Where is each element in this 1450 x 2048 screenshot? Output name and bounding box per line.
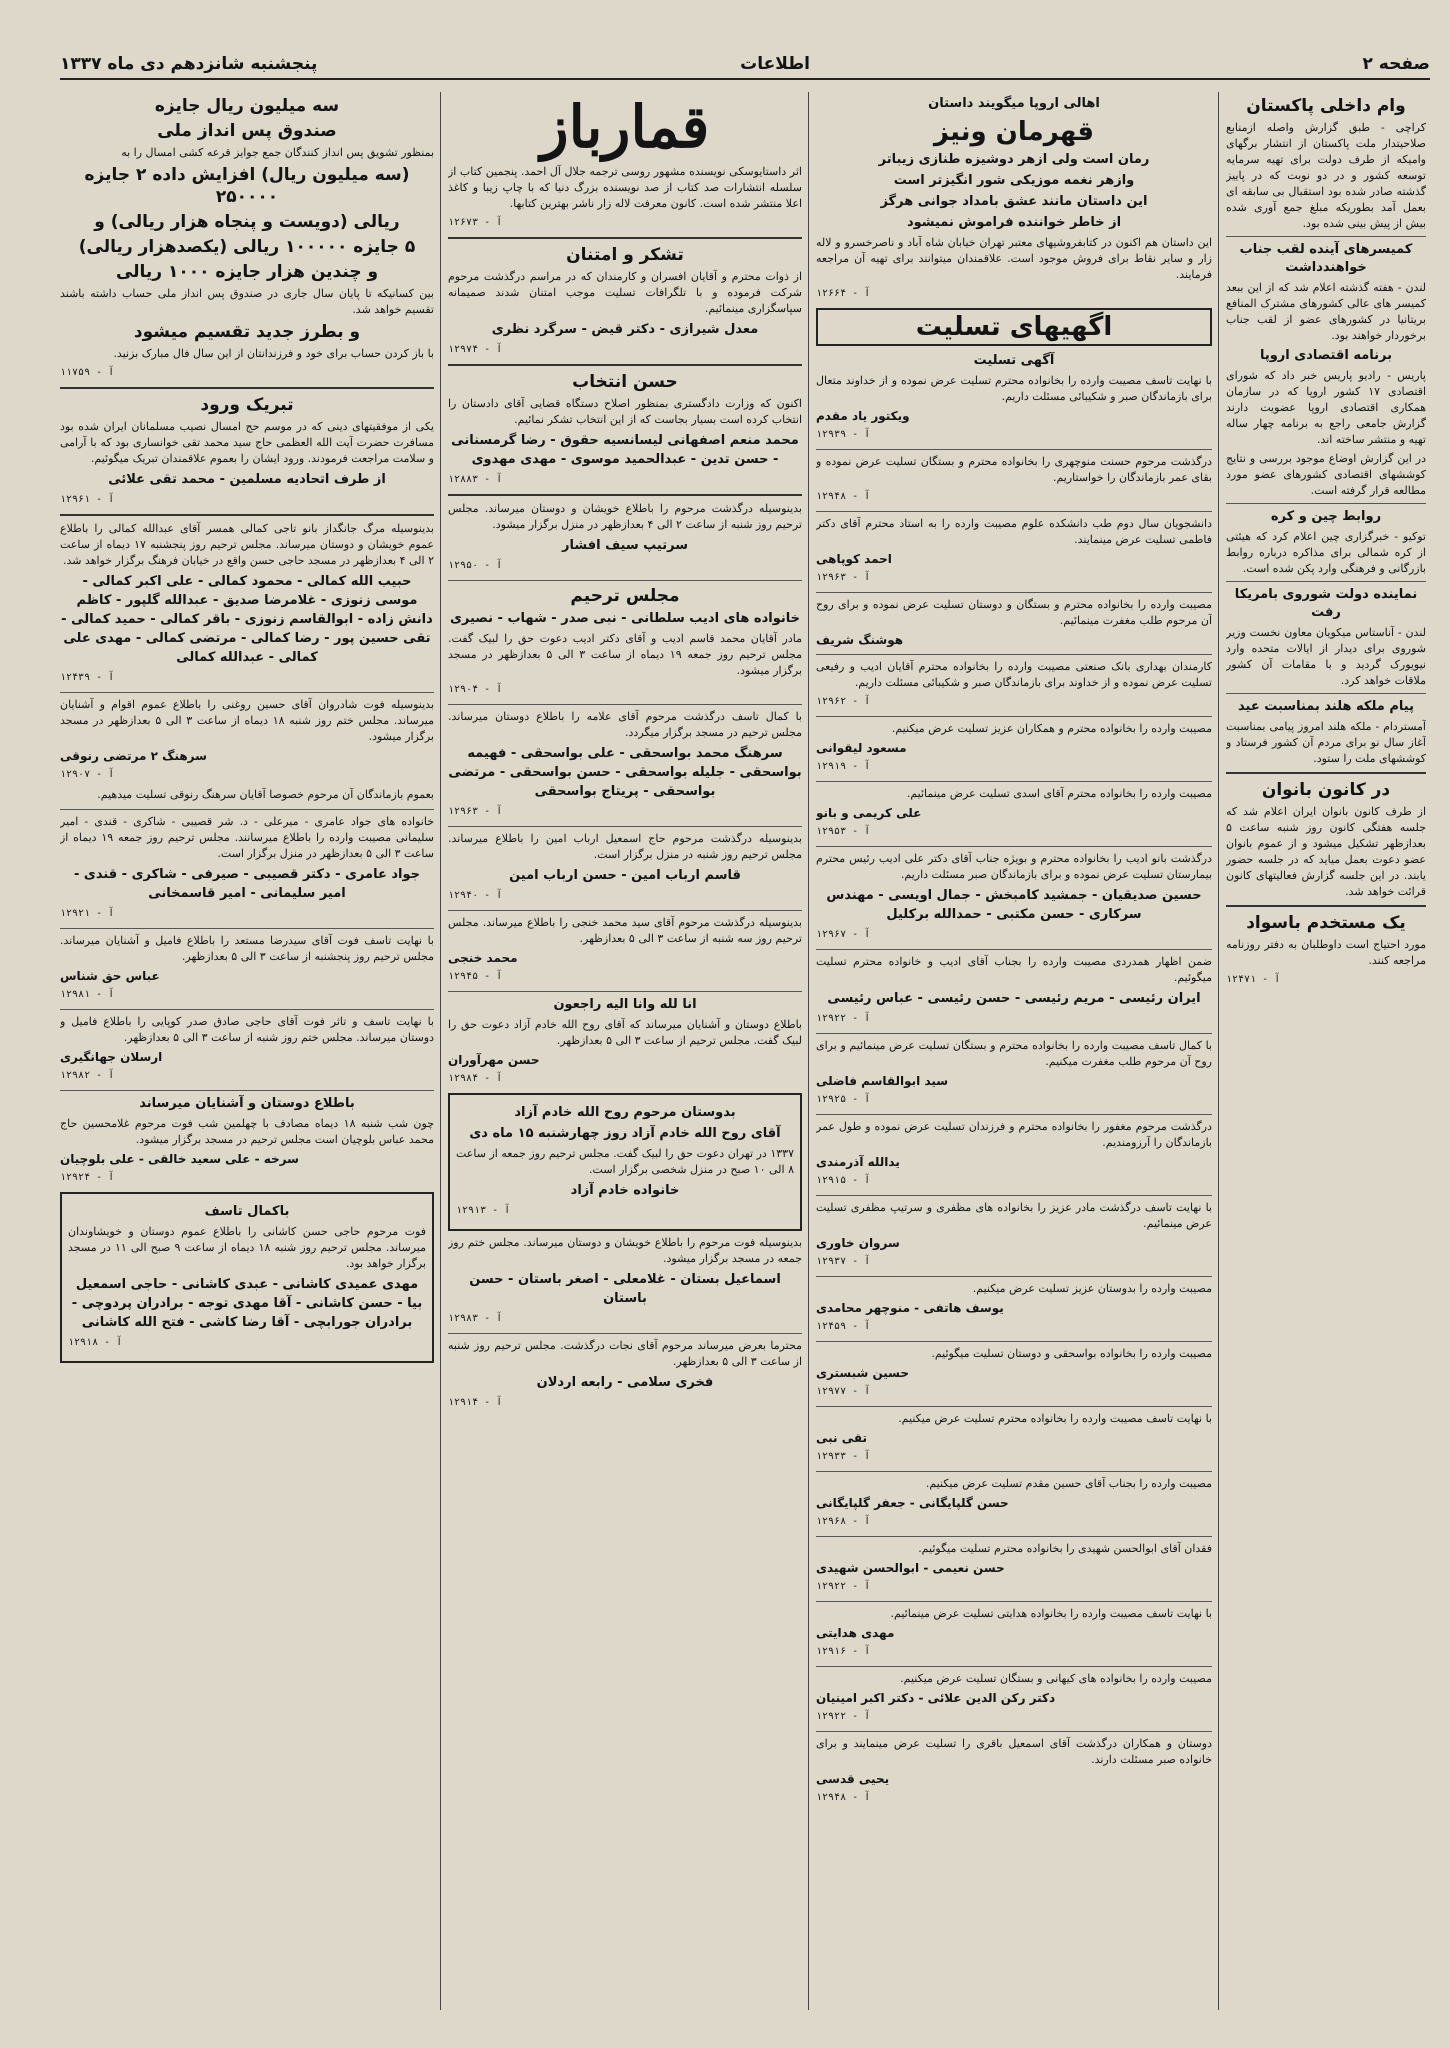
headline: بدوستان مرحوم روح الله خادم آزاد — [514, 1105, 736, 1120]
ad-body: محترما بعرض میرساند مرحوم آقای نجات درگذشت. مجلس ترحیم روز شنبه از ساعت ۳ الی ۵ بعدازظهر. — [448, 1339, 802, 1368]
condolence-ad — [816, 721, 1212, 775]
ad-signature: هوشنگ شریف — [816, 633, 904, 647]
article-body: کراچی - طبق گزارش واصله ازمنابع صلاحیتدار ملت پاکستان از انتشار برگهای وامیکه از طرف دولت برای تهیه سرمایه توسعه کشور و در دو نوبت که در پاییز گذشته صادر شده بود استقبال بی سابقه ای بعمل آمد بطوریکه مبلغ جمع آوری شده بیش از پیش بینی شده بود. — [1226, 121, 1426, 230]
article-body: توکیو - خبرگزاری چین اعلام کرد که هیئتی از کره شمالی برای مذاکره درباره روابط بازرگانی و فرهنگی وارد پکن شده است. — [1226, 530, 1426, 575]
ad-signature: ایران رئیسی - مریم رئیسی - حسن رئیسی - عباس رئیسی — [827, 991, 1201, 1006]
ad-body: مصیبت وارده را بخانواده بواسحقی و دوستان تسلیت میگوئیم. — [931, 1347, 1212, 1360]
ad-body: باطلاع دوستان و آشنایان میرساند که آقای روح الله خادم آزاد دعوت حق را لبیک گفت. مجلس ترحیم از ساعت ۳ الی ۵ بعدازظهر. — [448, 1018, 802, 1047]
paper-name: اطلاعات — [740, 54, 810, 74]
left-column — [60, 92, 434, 2010]
ad-highlight: و بطرز جدید تقسیم میشود — [133, 322, 361, 342]
ad-signature: محمد منعم اصفهانی لیسانسیه حقوق - رضا گرمسنانی - حسن تدین - عبدالحمید موسوی - مهدی مهدوی — [451, 433, 799, 467]
subheadline: وازهر نغمه موزیکی شور انگیزتر است — [893, 173, 1135, 188]
condolence-ad — [60, 697, 434, 803]
ad-code: ۱۲۹۶۷ - آ — [816, 929, 871, 940]
headline: یک مستخدم باسواد — [1246, 913, 1406, 933]
issue-date: پنجشنبه شانزدهم دی ماه ۱۳۳۷ — [60, 54, 318, 74]
ad-code: ۱۲۹۱۶ - آ — [816, 1646, 871, 1657]
ad-code: ۱۲۹۲۴ - آ — [60, 1172, 115, 1183]
condolence-ad — [816, 516, 1212, 586]
ad-code: ۱۲۴۷۱ - آ — [1226, 974, 1281, 985]
headline: تبریک ورود — [200, 395, 294, 415]
article-body: لندن - آناستاس میکویان معاون نخست وزیر شوروی برای دیدار از ایالات متحده وارد نیویورک گردید و با مقامات آن کشور ملاقات خواهد کرد. — [1226, 626, 1426, 687]
article-body: پاریس - رادیو پاریس خبر داد که شورای اقتصادی ۱۷ کشور اروپا که در سازمان همکاری اقتصادی اروپا عضویت دارند گزارش جامعی راجع به برنامه چهار ساله تهیه و منتشر ساخته اند. — [1226, 369, 1426, 446]
ad-code: ۱۲۹۴۸ - آ — [816, 491, 871, 502]
ad-signature: حسین صدیقیان - جمشید کامبخش - جمال اویسی - مهندس سرکاری - حسن مکتبی - حمدالله برکلیل — [826, 888, 1202, 922]
ad-body: یکی از موفقیتهای دینی که در موسم حج امسال نصیب مسلمانان ایران شده بود مسافرت حضرت آیت الله العظمی حاج سید محمد تقی خوانساری بود که با آرامی و سلامت مراجعت فرمودند. ورود ایشان را بعموم علاقمندان تبریک میگوئیم. — [60, 420, 434, 465]
ad-body: کارمندان بهداری بانک صنعتی مصیبت وارده را بخانواده محترم آقایان ادیب و رفیعی تسلیت عرض نموده و از خداوند برای بازماندگان صبر و شکیبائی مسئلت داریم. — [816, 660, 1212, 689]
ad-signature: دکتر رکن الدین علائی - دکتر اکبر امینیان — [816, 1691, 1056, 1705]
condolence-ad — [816, 1119, 1212, 1189]
ad-code: ۱۲۹۸۳ - آ — [448, 1313, 503, 1324]
ad-code: ۱۲۹۳۳ - آ — [816, 1451, 871, 1462]
ad-code: ۱۲۸۸۳ - آ — [448, 474, 503, 485]
ad-code: ۱۲۹۶۲ - آ — [816, 696, 871, 707]
ad-body: فقدان آقای ابوالحسن شهیدی را بخانواده محترم تسلیت میگوئیم. — [918, 1542, 1212, 1555]
boxed-ad — [60, 1192, 434, 1363]
headline: تشکر و امتنان — [566, 245, 684, 265]
page-number: صفحه ۲ — [1362, 54, 1430, 74]
subheadline: آقای روح الله خادم آزاد روز چهارشنبه ۱۵ ماه دی — [469, 1126, 781, 1141]
ad-code: ۱۲۹۸۱ - آ — [60, 989, 115, 1000]
ad-body: اثر داستایوسکی نویسنده مشهور روسی ترجمه جلال آل احمد. پنجمین کتاب از سلسله انتشارات صد کتاب از صد نویسنده بزرگ دنیا که با چاپ زیبا و کاغذ اعلا منتشر شده است. کانون معرفت لاله زار ناشر بهترین کتابها. — [448, 165, 802, 210]
ad-code: ۱۱۷۵۹ - آ — [60, 367, 115, 378]
condolence-ad — [816, 1736, 1212, 1806]
condolence-ad — [816, 1476, 1212, 1530]
ad-highlight: (سه میلیون ریال) افزایش داده ۲ جایزه ۲۵۰۰۰۰ — [84, 165, 410, 207]
ad-signature: عباس حق شناس — [60, 969, 160, 983]
headline: انا لله وانا الیه راجعون — [553, 997, 697, 1012]
headline: حسن انتخاب — [572, 372, 678, 392]
condolence-ad — [816, 1200, 1212, 1270]
ad-body: بدینوسیله مرگ جانگداز بانو تاجی کمالی همسر آقای عبدالله کمالی را باطلاع عموم خویشان و دوستان میرساند. مجلس ترحیم روز پنجشنبه ۱۷ دیماه از ساعت ۲ الی ۴ بعدازظهر در مسجد حاجی حسن واقع در خیابان فرهنگ برگزار خواهد شد. — [60, 522, 434, 567]
ad-body: با کمال تاسف مصیبت وارده را بخانواده محترم و بستگان تسلیت عرض مینمائیم و برای روح آن مرحوم طلب مغفرت میکنیم. — [816, 1039, 1212, 1068]
ad-code: ۱۲۹۶۳ - آ — [816, 572, 871, 583]
ad-signature: ویکتور یاد مقدم — [816, 409, 910, 423]
ad-body: مصیبت وارده را بجناب آقای حسین مقدم تسلیت عرض میکنیم. — [925, 1477, 1212, 1490]
ad-signature: معدل شیرازی - دکتر قیض - سرگرد نظری — [491, 322, 759, 337]
ad-signature: یحیی قدسی — [816, 1772, 890, 1786]
ad-code: ۱۲۹۴۵ - آ — [448, 971, 503, 982]
condolence-ad — [816, 352, 1212, 443]
ad-code: ۱۲۹۲۲ - آ — [816, 1711, 871, 1722]
condolence-ad — [60, 1095, 434, 1186]
ad-signature: یوسف هاتفی - منوچهر محامدی — [816, 1301, 1004, 1315]
condolence-ad — [816, 659, 1212, 710]
news-column — [1226, 92, 1426, 2010]
ad-code: ۱۲۹۱۴ - آ — [448, 1397, 503, 1408]
ad-body: با باز کردن حساب برای خود و فرزندانتان از این سال فال مبارک بزنید. — [113, 347, 434, 360]
ad-signature: حبیب الله کمالی - محمود کمالی - علی اکبر کمالی - موسی زنوزی - غلامرضا صدیق - عبدالله گلپور - کاظم دانش زاده - ابوالقاسم زنوزی - باقر کمالی - حمید کمالی - تقی حسین پور - رضا کمالی - مرتضی کمالی - مهدی علی کمالی - عبدالله کمالی — [61, 574, 433, 665]
middle-column — [448, 92, 802, 2010]
subheadline: این داستان مانند عشق بامداد جوانی هرگز — [880, 194, 1148, 209]
condolence-ad — [448, 1338, 802, 1411]
ad-signature: جواد عامری - دکتر قصیبی - صیرفی - شاکری - قندی - امیر سلیمانی - امیر قاسمخانی — [73, 867, 421, 901]
condolence-ad — [816, 1606, 1212, 1660]
ad-code: ۱۲۹۶۸ - آ — [816, 1516, 871, 1527]
ad-code: ۱۲۹۱۳ - آ — [456, 1205, 511, 1216]
headline: مجلس ترحیم — [570, 586, 680, 606]
ad-code: ۱۲۹۱۹ - آ — [816, 761, 871, 772]
ad-code: ۱۲۹۴۸ - آ — [816, 1792, 871, 1803]
condolence-column — [816, 92, 1212, 2010]
ad-code: ۱۲۹۲۵ - آ — [816, 1094, 871, 1105]
ad-body: اکنون که وزارت دادگستری بمنظور اصلاح دستگاه قضایی آقای دادستان را انتخاب کرده است بسیار بجاست که از این انتخاب تشکر نمائیم. — [448, 397, 802, 426]
condolence-ad — [816, 786, 1212, 840]
headline: صندوق پس انداز ملی — [157, 121, 337, 141]
ad-body: درگذشت بانو ادیب را بخانواده محترم و بویژه جناب آقای دکتر علی ادیب رئیس محترم بیمارستان تسلیت عرض نموده و برای بازماندگان صبر مسئلت داریم. — [816, 852, 1212, 881]
ad-signature: حسن مهرآوران — [448, 1053, 540, 1067]
ad-body: با نهایت تاسف مصیبت وارده را بخانواده هدایتی تسلیت عرض مینمائیم. — [890, 1607, 1212, 1620]
ad-body: مادر آقایان محمد قاسم ادیب و آقای دکتر ادیب دعوت حق را لبیک گفت. مجلس ترحیم روز جمعه ۱۹ دیماه از ساعت ۳ الی ۵ بعدازظهر در مسجد برگزار میشود. — [448, 632, 802, 677]
ad-body: بعموم بازماندگان آن مرحوم خصوصا آقایان سرهنگ رنوقی تسلیت میدهیم. — [97, 788, 434, 801]
thanks-ad — [448, 244, 802, 358]
condolence-ad — [816, 851, 1212, 943]
ad-code: ۱۲۹۰۴ - آ — [448, 684, 503, 695]
ad-signature: قاسم ارباب امین - حسن ارباب امین — [509, 868, 741, 883]
ad-code: ۱۲۹۷۷ - آ — [816, 1386, 871, 1397]
ad-body: دوستان و همکاران درگذشت آقای اسمعیل باقری را تسلیت عرض مینمایند و برای خانواده صبر مسئلت دارند. — [816, 1737, 1212, 1766]
ad-body: با نهایت تاسف مصیبت وارده را بخانواده محترم تسلیت عرض نموده و از خداوند متعال برای بازماندگان صبر و شکیبائی مسئلت داریم. — [816, 374, 1212, 403]
condolence-ad — [816, 454, 1212, 505]
ad-signature: حسن گلپایگانی - جعفر گلپایگانی — [816, 1496, 1009, 1510]
article-body: لندن - هفته گذشته اعلام شد که از این ببعد کمیسر های عالی کشورهای مشترک المنافع بریتانیا در کشورهای عضو از لقب جناب برخوردار خواهند بود. — [1226, 281, 1426, 342]
article-body: مورد احتیاج است داوطلبان به دفتر روزنامه مراجعه کنند. — [1226, 938, 1426, 967]
headline: باکمال تاسف — [204, 1204, 290, 1219]
article-body: این داستان هم اکنون در کتابفروشیهای معتبر تهران خیابان شاه آباد و ناصرخسرو و لاله زار و سایر نقاط برای فروش موجود است. علاقمندان میتوانند برای تهیه آن مراجعه فرمایند. — [816, 236, 1212, 281]
ad-code: ۱۲۹۸۲ - آ — [60, 1070, 115, 1081]
condolence-ad — [816, 954, 1212, 1027]
ad-body: ۱۳۳۷ در تهران دعوت حق را لبیک گفت. مجلس ترحیم روز جمعه از ساعت ۸ الی ۱۰ صبح در منزل شخصی برگزار است. — [456, 1147, 794, 1176]
ad-body: از ذوات محترم و آقایان افسران و کارمندان که در مراسم درگذشت مرحوم شرکت فرموده و با تلگرافات تسلیت موجب امتنان شدند صمیمانه سپاسگزاری مینمائیم. — [448, 270, 802, 315]
ad-signature: سرخه - علی سعید خالقی - علی بلوچیان — [60, 1152, 299, 1166]
condolence-ad — [448, 501, 802, 574]
ad-body: با نهایت تاسف فوت آقای سیدرضا مستعد را باطلاع فامیل و آشنایان میرساند. مجلس ترحیم روز پنجشنبه از ساعت ۳ الی ۵ بعدازظهر. — [60, 934, 434, 963]
condolence-ad — [816, 1411, 1212, 1465]
ad-body: خانواده های جواد عامری - میرعلی - د. شر قصیبی - شاکری - قندی - امیر سلیمانی مصیبت وارده را باطلاع میرسانند. مجلس ترحیم روز جمعه ۱۹ دیماه از ساعت ۳ الی ۵ بعدازظهر در منزل برگزار است. — [60, 815, 434, 860]
ad-code: ۱۲۴۵۹ - آ — [816, 1321, 871, 1332]
ad-body: بمنظور تشویق پس انداز کنندگان جمع جوایز قرعه کشی امسال را به — [121, 146, 434, 159]
ad-signature: مسعود لیقوانی — [816, 741, 907, 755]
ad-body: مصیبت وارده را بخانواده محترم و همکاران عزیز تسلیت عرض میکنیم. — [891, 722, 1212, 735]
ad-code: ۱۲۹۵۳ - آ — [816, 826, 871, 837]
ad-body: درگذشت مرحوم مغفور را بخانواده محترم و فرزندان تسلیت عرض نموده و طول عمر بازماندگان را آرزومندیم. — [816, 1120, 1212, 1149]
ad-signature: خانواده خادم آزاد — [570, 1183, 680, 1198]
ad-highlight: و چندین هزار جایزه ۱۰۰۰ ریالی — [115, 262, 379, 282]
condolence-ad — [60, 1014, 434, 1084]
condolence-ad — [60, 933, 434, 1003]
condolence-ad — [816, 597, 1212, 648]
ad-highlight: ۵ جایزه ۱۰۰۰۰۰ ریالی (یکصدهزار ریالی) — [78, 237, 416, 257]
ad-body: با کمال تاسف درگذشت مرحوم آقای علامه را باطلاع دوستان میرساند. مجلس ترحیم در مسجد برگزار میگردد. — [448, 710, 802, 739]
subheadline: رمان است ولی ازهر دوشیزه طنازی زیباتر — [878, 152, 1150, 167]
ad-code: ۱۲۹۱۵ - آ — [816, 1175, 871, 1186]
ad-code: ۱۲۹۲۲ - آ — [816, 1581, 871, 1592]
ad-code: ۱۲۹۲۱ - آ — [60, 908, 115, 919]
choice-ad — [448, 371, 802, 488]
ad-code: ۱۲۶۷۳ - آ — [448, 217, 503, 228]
condolence-ad — [816, 1346, 1212, 1400]
condolence-ad — [816, 1671, 1212, 1725]
headline: سه میلیون ریال جایزه — [154, 96, 340, 116]
ad-body: درگذشت مرحوم حسنت منوچهری را بخانواده محترم و بستگان تسلیت عرض نموده و بقای عمر بازماندگان را خواستاریم. — [816, 455, 1212, 484]
condolence-ad — [448, 709, 802, 820]
ad-body: مصیبت وارده را بدوستان عزیز تسلیت عرض میکنیم. — [972, 1282, 1212, 1295]
ad-code: ۱۲۹۰۷ - آ — [60, 769, 115, 780]
column-rule — [1218, 92, 1219, 2010]
ad-body: با نهایت تاسف و تاثر فوت آقای حاجی صادق صدر کوپایی را باطلاع فامیل و دوستان میرساند. مجلس ختم روز شنبه از ساعت ۳ الی ۵ بعدازظهر. — [60, 1015, 434, 1044]
ad-signature: حسین شبستری — [816, 1366, 910, 1380]
column-rule — [808, 92, 809, 2010]
headline: برنامه اقتصادی اروپا — [1259, 348, 1393, 363]
ad-code: ۱۲۹۵۰ - آ — [448, 560, 503, 571]
ad-signature: اسماعیل بستان - غلامعلی - اصغر باستان - حسن باستان — [469, 1272, 781, 1306]
ad-code: ۱۲۹۳۹ - آ — [816, 429, 871, 440]
ad-body: بدینوسیله فوت مرحوم را باطلاع خویشان و دوستان میرساند. مجلس ختم روز جمعه در مسجد برگزار میشود. — [448, 1236, 802, 1265]
ad-signature: احمد کوپاهی — [816, 552, 892, 566]
book-ad — [448, 92, 802, 231]
ad-body: فوت مرحوم حاجی حسن کاشانی را باطلاع عموم دوستان و خویشاوندان میرساند. مجلس ترحیم روز شنبه ۱۸ دیماه از ساعت ۹ صبح الی ۱۱ در مسجد برگزار خواهد بود. — [68, 1225, 426, 1270]
ad-code: ۱۲۹۳۷ - آ — [816, 1256, 871, 1267]
headline: قهرمان ونیز — [933, 117, 1095, 147]
ad-signature: از طرف اتحادیه مسلمین - محمد تقی علائی — [108, 472, 386, 487]
ad-signature: سرهنگ ۲ مرتضی رنوقی — [60, 749, 207, 763]
condolence-ad — [448, 996, 802, 1087]
ad-code: ۱۲۴۳۹ - آ — [60, 672, 115, 683]
boxed-ad — [448, 1093, 802, 1231]
ad-body: دانشجویان سال دوم طب دانشکده علوم مصیبت وارده را به استاد محترم آقای دکتر فاطمی تسلیت عرض مینمایند. — [816, 517, 1212, 546]
headline: در کانون بانوان — [1261, 780, 1391, 800]
headline: اهالی اروپا میگویند داستان — [928, 96, 1100, 111]
ad-body: بدینوسیله درگذشت مرحوم حاج اسمعیل ارباب امین را باطلاع میرساند. مجلس ترحیم روز شنبه در منزل برگزار است. — [448, 832, 802, 861]
article-body: آمستردام - ملکه هلند امروز پیامی بمناسبت آغاز سال نو برای مردم آن کشور فرستاد و کوششهای ملت را ستود. — [1226, 720, 1426, 765]
ad-body: با نهایت تاسف درگذشت مادر عزیز را بخانواده های مظفری و سرتیپ مظفری تسلیت عرض مینمائیم. — [816, 1201, 1212, 1230]
section-banner: اگهیهای تسلیت — [816, 308, 1212, 346]
ad-signature: حسن نعیمی - ابوالحسن شهیدی — [816, 1561, 1005, 1575]
ad-body: بین کسانیکه تا پایان سال جاری در صندوق پس انداز ملی حساب داشته باشند تقسیم خواهد شد. — [60, 287, 434, 316]
subheadline: از خاطر خواننده فراموش نمیشود — [906, 215, 1122, 230]
condolence-ad — [60, 521, 434, 686]
headline: پیام ملکه هلند بمناسبت عید — [1238, 699, 1414, 714]
ad-body: بدینوسیله درگذشت مرحوم آقای سید محمد خنجی را باطلاع میرساند. مجلس ترحیم روز سه شنبه از ساعت ۳ الی ۵ بعدازظهر. — [448, 916, 802, 945]
ad-signature: سید ابوالقاسم فاضلی — [816, 1074, 949, 1088]
ad-code: ۱۲۹۶۳ - آ — [448, 806, 503, 817]
ad-signature: محمد خنجی — [448, 951, 518, 965]
headline: روابط چین و کره — [1270, 509, 1382, 524]
ad-body: مصیبت وارده را بخانواده محترم و بستگان و دوستان تسلیت عرض نموده و برای روح آن مرحوم طلب مغفرت مینمائیم. — [816, 598, 1212, 627]
ad-signature: تقی نبی — [816, 1431, 868, 1445]
ad-body: بدینوسیله فوت شادروان آقای حسین روغنی را باطلاع عموم اقوام و آشنایان میرساند. مجلس ختم روز شنبه ۱۸ دیماه از ساعت ۳ الی ۵ بعدازظهر در مسجد برگزار میشود. — [60, 698, 434, 743]
condolence-ad — [816, 1281, 1212, 1335]
ad-code: ۱۲۹۸۴ - آ — [448, 1073, 503, 1084]
ad-body: مصیبت وارده را بخانواده های کیهانی و بستگان تسلیت عرض میکنیم. — [900, 1672, 1212, 1685]
ad-signature: سرتیپ سیف افشار — [561, 538, 688, 553]
lottery-ad — [60, 95, 434, 381]
ad-code: ۱۲۹۴۰ - آ — [448, 890, 503, 901]
ad-body: با نهایت تاسف مصیبت وارده را بخانواده محترم تسلیت عرض میکنیم. — [898, 1412, 1212, 1425]
condolence-ad — [816, 1541, 1212, 1595]
ad-highlight: ریالی (دویست و پنجاه هزار ریالی) و — [94, 212, 400, 232]
condolence-ad — [816, 1038, 1212, 1108]
column-rule — [440, 92, 441, 2010]
book-title: قمارباز — [540, 93, 710, 161]
headline: وام داخلی پاکستان — [1246, 96, 1406, 116]
ad-signature: سروان خاوری — [816, 1236, 900, 1250]
ad-code: ۱۲۹۶۱ - آ — [60, 494, 115, 505]
ad-code: ۱۲۹۱۸ - آ — [68, 1337, 123, 1348]
ad-signature: یدالله آذرمندی — [816, 1155, 900, 1169]
ad-code: ۱۲۹۲۲ - آ — [816, 1013, 871, 1024]
ad-signature: ارسلان جهانگیری — [60, 1050, 163, 1064]
ad-code: ۱۲۹۷۴ - آ — [448, 344, 503, 355]
ad-signature: سرهنگ محمد بواسحقی - علی بواسحقی - فهیمه بواسحقی - جلیله بواسحقی - حسن بواسحقی - مرتضی بواسحقی - پریتاج بواسحقی — [448, 746, 802, 799]
ad-signature: مهدی هدایتی — [816, 1626, 895, 1640]
condolence-ad — [448, 831, 802, 904]
ad-signature: مهدی عمیدی کاشانی - عبدی کاشانی - حاجی اسمعیل بیا - حسن کاشانی - آقا مهدی توجه - برادران پردوچی - برادران جورابچی - آقا رضا کاشی - فتح الله کاشانی — [71, 1277, 423, 1330]
page-header — [60, 50, 1430, 80]
ad-signature: علی کریمی و بانو — [816, 806, 922, 820]
article-body: در این گزارش اوضاع موجود بررسی و نتایج کوششهای اقتصادی کشورهای عضو مورد مطالعه قرار گرفته است. — [1226, 452, 1426, 497]
ad-code: ۱۲۶۶۴ - آ — [816, 288, 871, 299]
headline: باطلاع دوستان و آشنایان میرساند — [139, 1096, 355, 1111]
memorial-ad — [448, 585, 802, 698]
subheadline: خانواده های ادیب سلطانی - نبی صدر - شهاب - نصیری — [450, 611, 800, 626]
ad-body: بدینوسیله درگذشت مرحوم را باطلاع خویشان و دوستان میرساند. مجلس ترحیم روز شنبه از ساعت ۲ الی ۴ بعدازظهر در منزل برگزار میشود. — [448, 502, 802, 531]
headline: نماینده دولت شوروی بامریکا رفت — [1234, 587, 1418, 620]
ad-signature: فخری سلامی - رابعه اردلان — [536, 1375, 714, 1390]
welcome-ad — [60, 394, 434, 508]
ad-body: مصیبت وارده را بخانواده محترم آقای اسدی تسلیت عرض مینمائیم. — [906, 787, 1212, 800]
novel-ad — [816, 95, 1212, 302]
article-body: از طرف کانون بانوان ایران اعلام شد که جلسه هفتگی کانون روز شنبه ساعت ۵ بعدازظهر تشکیل میشود و از عموم بانوان عضو دعوت بعمل میاید که در جلسه حضور یابند. در این جلسه گزارش فعالیتهای کانون قرائت خواهد شد. — [1226, 805, 1426, 898]
condolence-ad — [448, 1235, 802, 1327]
ad-body: ضمن اظهار همدردی مصیبت وارده را بجناب آقای ادیب و خانواده محترم تسلیت میگوئیم. — [816, 955, 1212, 984]
headline: کمیسرهای آینده لقب جناب خواهندداشت — [1239, 242, 1413, 275]
condolence-ad — [60, 814, 434, 922]
condolence-ad — [448, 915, 802, 985]
headline: آگهی تسلیت — [973, 353, 1055, 368]
ad-body: چون شب شنبه ۱۸ دیماه مصادف با چهلمین شب فوت مرحوم غلامحسین حاج محمد عباس بلوچیان است مجلس ترحیم در مسجد برگزار میشود. — [60, 1117, 434, 1146]
